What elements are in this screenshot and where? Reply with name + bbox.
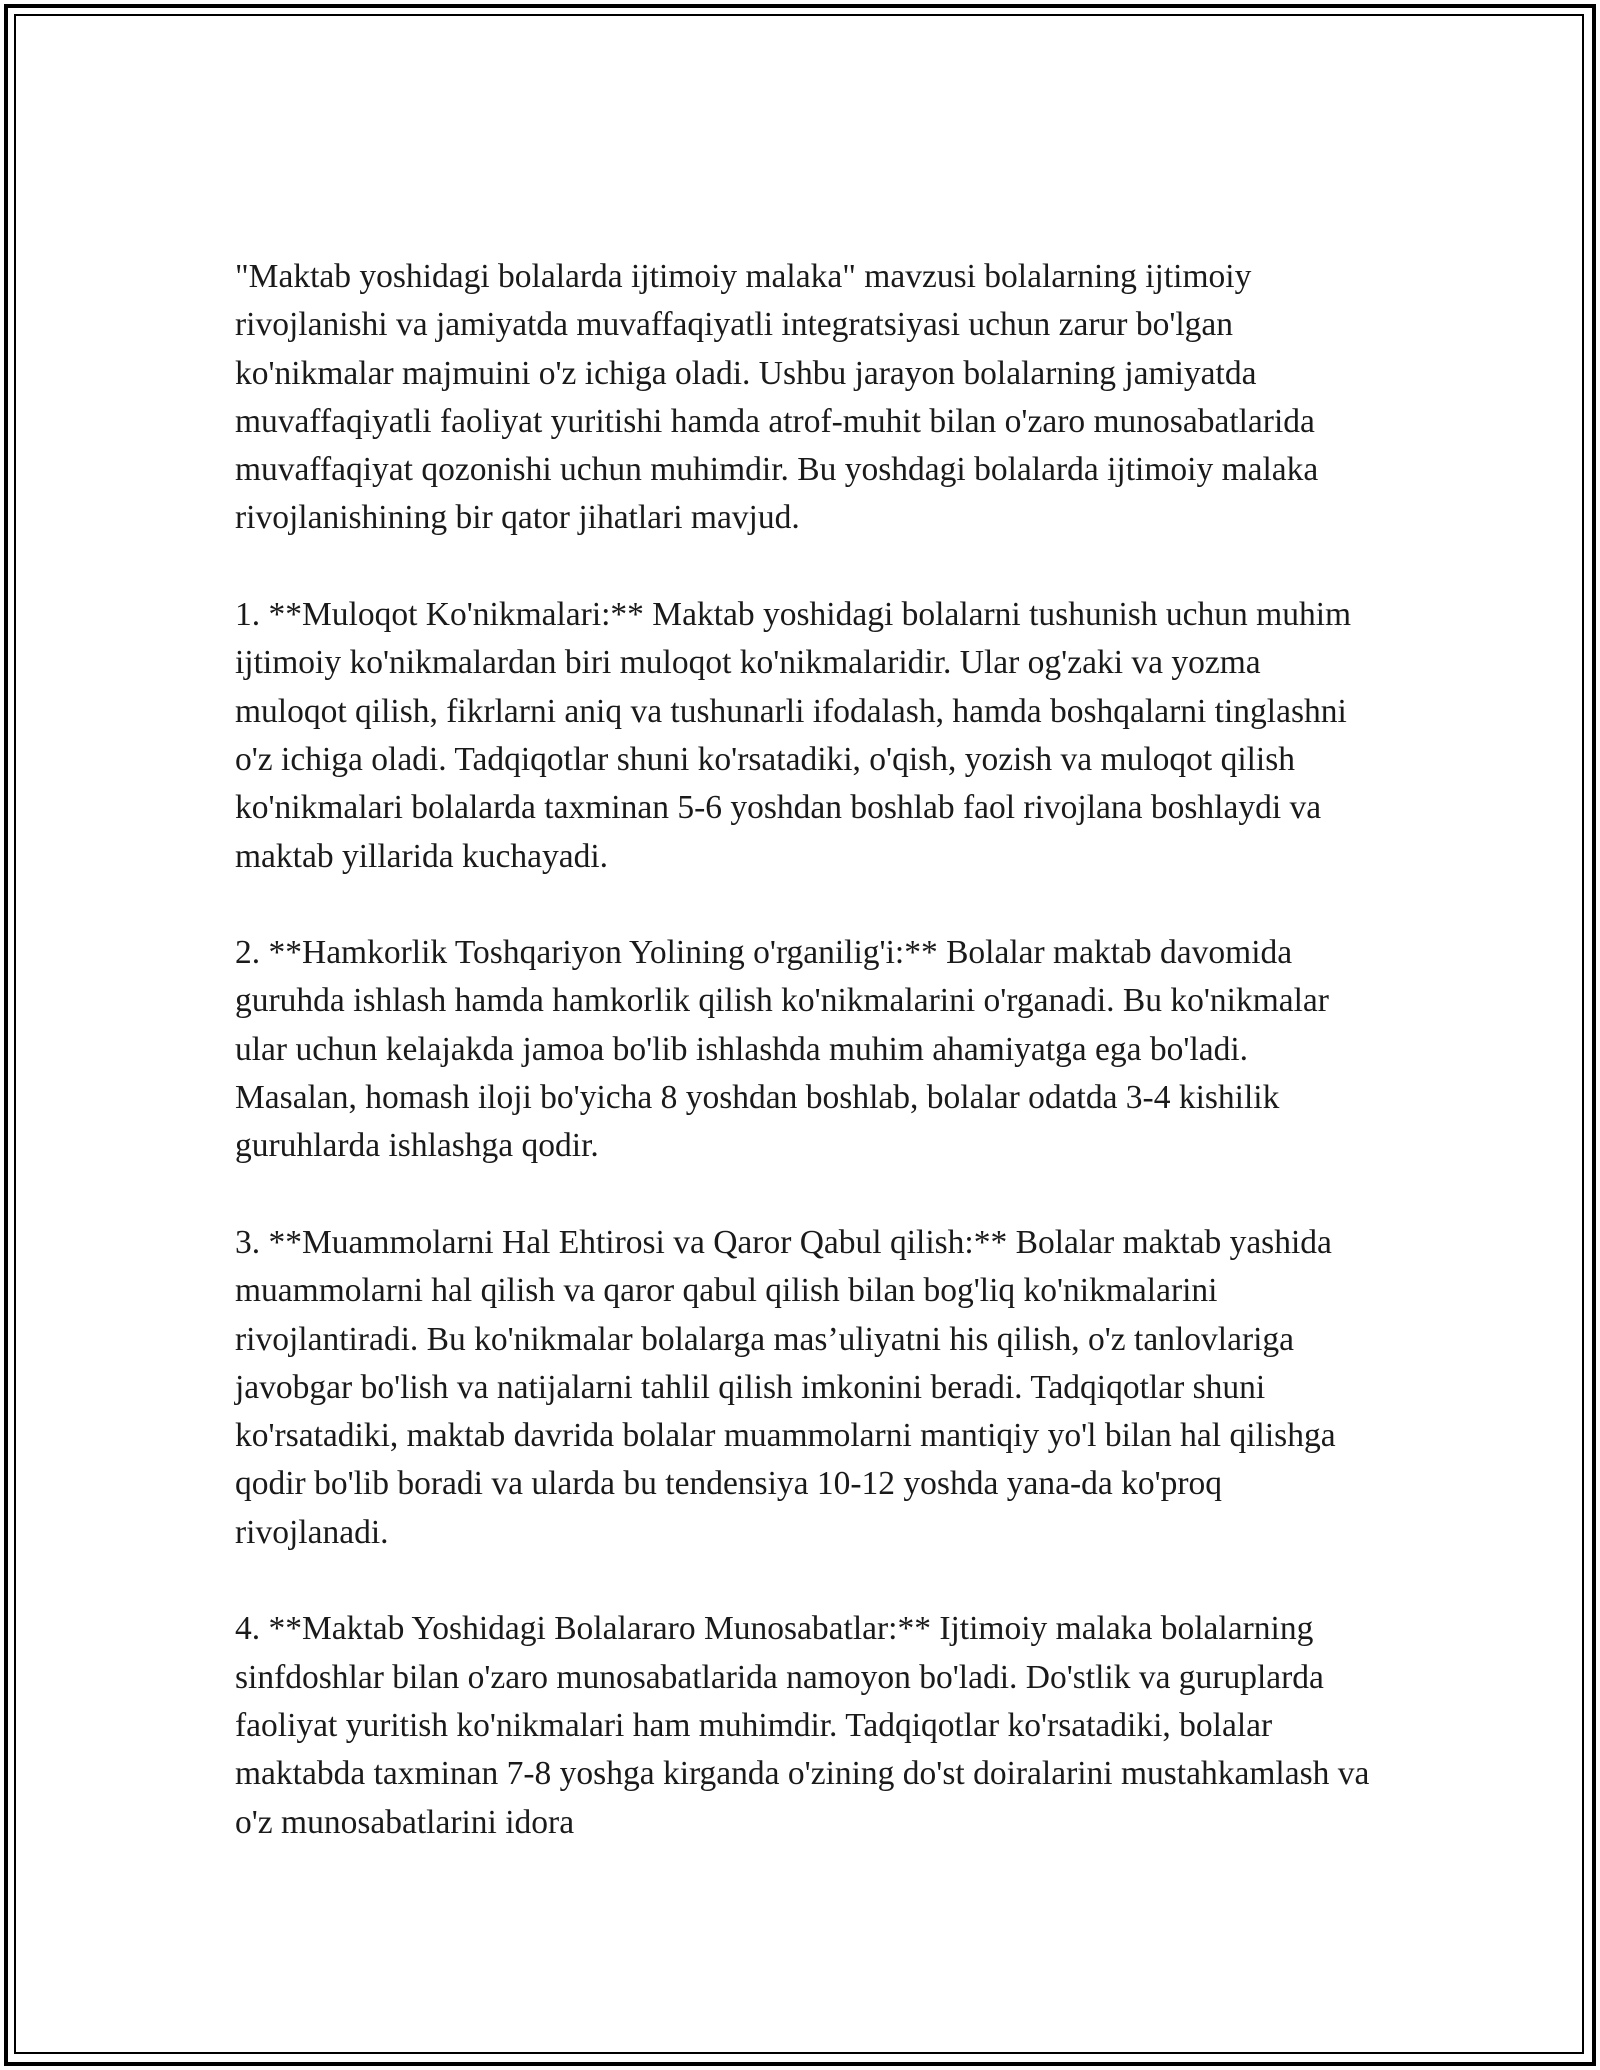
intro-paragraph: "Maktab yoshidagi bolalarda ijtimoiy malaka" mavzusi bolalarning ijtimoiy rivojlanishi va jamiyatda muvaffaqiyatli integratsiyasi uchun zarur bo'lgan ko'nikmalar majmuini o'z ichiga oladi. Ushbu jarayon bolalarning jamiyatda muvaffaqiyatli faoliyat yuritishi hamda atrof-muhit bilan o'zaro munosabatlarida muvaffaqiyat qozonishi uchun muhimdir. Bu yoshdagi bolalarda ijtimoiy malaka rivojlanishining bir qator jihatlari mavjud. — [235, 258, 1319, 537]
document-body — [235, 253, 1375, 1847]
paragraph-problem-solving: 3. **Muammolarni Hal Ehtirosi va Qaror Qabul qilish:** Bolalar maktab yashida muammolarni hal qilish va qaror qabul qilish bilan bog'liq ko'nikmalarini rivojlantiradi. Bu ko'nikmalar bolalarga mas’uliyatni his qilish, o'z tanlovlariga javobgar bo'lish va natijalarni tahlil qilish imkonini beradi. Tadqiqotlar shuni ko'rsatadiki, maktab davrida bolalar muammolarni mantiqiy yo'l bilan hal qilishga qodir bo'lib boradi va ularda bu tendensiya 10-12 yoshda yana-da ko'proq rivojlanadi. — [235, 1223, 1336, 1551]
paragraph-cooperation: 2. **Hamkorlik Toshqariyon Yolining o'rganilig'i:** Bolalar maktab davomida guruhda ishlash hamda hamkorlik qilish ko'nikmalarini o'rganadi. Bu ko'nikmalar ular uchun kelajakda jamoa bo'lib ishlashda muhim ahamiyatga ega bo'ladi. Masalan, homash iloji bo'yicha 8 yoshdan boshlab, bolalar odatda 3-4 kishilik guruhlarda ishlashga qodir. — [235, 934, 1329, 1165]
paragraph-communication-skills: 1. **Muloqot Ko'nikmalari:** Maktab yoshidagi bolalarni tushunish uchun muhim ijtimoiy ko'nikmalardan biri muloqot ko'nikmalaridir. Ular og'zaki va yozma muloqot qilish, fikrlarni aniq va tushunarli ifodalash, hamda boshqalarni tinglashni o'z ichiga oladi. Tadqiqotlar shuni ko'rsatadiki, o'qish, yozish va muloqot qilish ko'nikmalari bolalarda taxminan 5-6 yoshdan boshlab faol rivojlana boshlaydi va maktab yillarida kuchayadi. — [235, 596, 1352, 875]
paragraph-peer-relations: 4. **Maktab Yoshidagi Bolalararo Munosabatlar:** Ijtimoiy malaka bolalarning sinfdoshlar bilan o'zaro munosabatlarida namoyon bo'ladi. Do'stlik va guruplarda faoliyat yuritish ko'nikmalari ham muhimdir. Tadqiqotlar ko'rsatadiki, bolalar maktabda taxminan 7-8 yoshga kirganda o'zining do'st doiralarini mustahkamlash va o'z munosabatlarini idora — [235, 1610, 1370, 1841]
